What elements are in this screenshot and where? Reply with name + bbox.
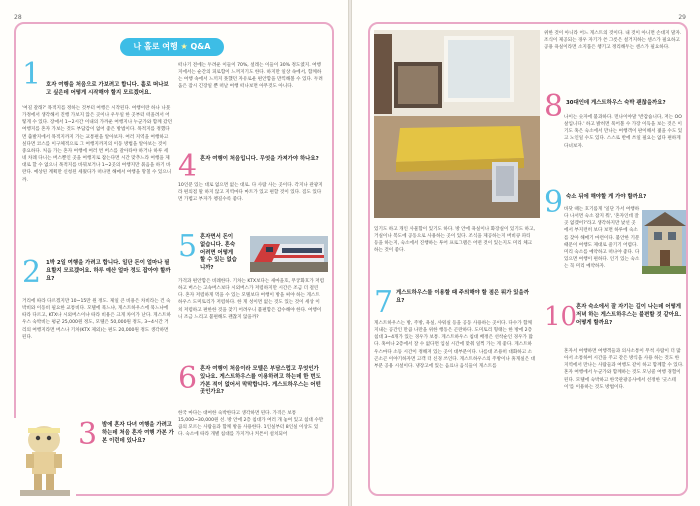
question-number: 4 — [178, 149, 198, 184]
question-text: 혼자 여행이 처음입니다. 무엇을 가져가야 하나요? — [200, 156, 319, 162]
question-text: 게스트하우스를 이용할 때 주의해야 할 점은 뭐가 있을까요? — [396, 290, 529, 304]
answer-text-2 — [22, 298, 172, 341]
answer-text-3 — [178, 62, 324, 91]
answer-paragraph: 떠나기 전에는 두려운 이들이 70%, 설레는 이들이 30% 정도였지. 여행지에서는 순간의 피로함이 느껴지기도 한다. 하지만 일상 속에서, 함께하는 여행 속에서 느끼지 못했던 자유로운 편안함을 만끽해볼 수 있다. 두려움은 잠시 긴장일 뿐 떠날 여행 떠나보면 아무것도 아니다. — [178, 63, 323, 90]
question-text: 호자 여행을 처음으로 가보려고 합니다. 홀로 떠나보고 싶은데 어떻게 시작해야 할지 모르겠어요. — [46, 82, 169, 96]
question-number: 7 — [374, 285, 394, 320]
question-text: 혼자 숙소에서 잘 자기는 길이 나는데 어떻게 저녁 하는 게스트하우스는 불편할 것 같아요. 어떻게 할까요? — [576, 304, 682, 326]
answer-paragraph: 바닷 때는 호기롭게 '일단 가서 여행하다 나서면 숙소 잡지 뭐', '혼자인데 잘 곳 없겠어?'라고 생각하지만 낯선 곳에서 부지런히 보다 보면 하루에 숙소를 찾아 해매기 마련이다. 불안한 기분 때문이 여행도 제대로 즐기기 어렵다. 미리 숙소를 예약하고 떠나야 좋다. 다 있으면 여행이 편하다. 인기 있는 숙소는 꼭 미리 예약하자. — [564, 207, 640, 270]
qa-item-6 — [178, 361, 324, 410]
question-number: 3 — [78, 417, 98, 452]
answer-paragraph: 혼자서 여행하면 여행객들과 의사소통이 무척 사람이 더 많아서 소통하여 시간을 주고 같은 방식을 사용 하는 것도 한 지역에서 만나는 사람들과 여행도 같이 하고 함께할 수 있다. 혼자 여행에서 누군가와 함께하는 것도 모닝콜 여행 경험이 된다. 모텔에 숙박하고 한국관광공사에서 선정한 '굿스테이'를 이용하는 것도 방법이다. — [564, 349, 684, 390]
answer-text-9 — [564, 206, 640, 270]
question-number: 8 — [544, 89, 564, 124]
answer-paragraph: 가격과 편안함은 비례한다. 기차는 KTX보다는 새마을호, 무궁화호가 저렴하고 버스는 고속버스보다 시외버스가 저렴하지만 시간은 조금 더 걸린다. 혼자 저렴하게 먹을 수 있는 모텔보다 여행이 방을 써야 하는 게스트하우스 도미토리가 저렴하다. 한 게 성이면 없는 것도 있는 것이 세상 이치 저렴하고 편한한 것을 찾기 어려우니 불편함은 감수해야 한다. 여행이니 조금 느리고 불편해도 괜찮지 않을까? — [178, 279, 325, 320]
answer-paragraph: 게스트하우스는 방, 주방, 욕실, 샤워실 등을 공동 사용하는 곳이다. 다수가 함께 지내는 공간인 만큼 나만을 위한 행동은 곤란하다. 도미토리 형태는 한 방에 2층 침대 3~4개가 있는 경우가 보통. 게스트하우스 침대 배정은 선착순인 경우가 많다. 혹여나 2층에서 잘 수 없다면 입실 시간에 맞춰 일찍 가는 게 좋다. 게스트하우스마다 소등 시간이 정해져 있는 곳이 대부분이다. 나름대 조용히 대화하고 소곤소곤 이야기하자면 고객 더 신경 쓰인다. 게스트하우스의 주방이나 휴게실은 대부분 공용 시설이다. 냉장고에 있는 음료나 음식들이 게스트를 — [374, 321, 536, 369]
answer-text-6b — [374, 226, 536, 255]
answer-paragraph: 위한 것이 아니라 어느 게스트의 것이다. 내 것이 아니면 손대지 말자. 조식이 제공되는 경우 자기가 쓴 그릇은 설거지하는 센스가 필요하고 공용 욕실이라면 소지품은 챙기고 정리해두는 센스가 필요하다. — [544, 31, 682, 51]
answer-paragraph: 10인분 있는 대로 없으면 없는 대로. 다 사람 사는 곳이다. 각지나 관광지라 편의점 말 하지 않고 지역마다 마트가 있고 편할 것이 있다. 짐도 있다면 가볍고 부자가 챙길수록 좋다. — [178, 183, 323, 203]
question-text: 30대인데 게스트하우스 숙박 괜찮을까요? — [566, 100, 666, 106]
answer-text-7 — [374, 320, 536, 370]
question-text: 1박 2일 여행을 가려고 합니다. 일단 돈이 얼마나 필요할지 모르겠어요. 하루 예산 얼마 정도 잡아야 할까요? — [46, 260, 171, 282]
answer-paragraph: 거리에 따라 다르겠지만 10~15만 원 정도. 제일 큰 비용은 차비라는 건 숙박비와 이동비 필요한 교통비다. 모텔에 묵느냐, 게스트하우스에 묵느냐에 따라 다르고, KTX나 시외버스이냐 따라 비용은 크게 차이가 난다. 게스트하우스 숙박비는 평균 25,000원 정도, 모텔은 50,000원 정도, 3~4시간 거리의 여행지라면 버스나 기차(KTX 제외)는 편도 20,000원 정도 생각하면 된다. — [22, 299, 171, 340]
qa-item-10 — [544, 302, 684, 348]
question-number: 2 — [22, 255, 42, 290]
answer-paragraph: '여길 갈래?' 목적지를 정하는 것부터 여행은 시작된다. 여행이란 하나 나뭇 가정에서 생각해서 진행 가보지 않은 곳이나 우두일 한 곳부터 떠올려서 어떻게 수 있다. 장애서 1~2시간 이내의 가까운 여행지나 누군가와 함께 갔던 여행지를 혼자 가보는 것도 부담감이 없어 좋은 방법이다. 목적지를 정했다면 출발지에서 목적지까지 가는 교통편을 알아보자. 여러 지역을 여행하고 싶다면 코스를 이구체적으로 그 여행지까지의 이동 방법을 알아보는 것이 중요하다. 처음 가는 혼자 여행에 여러 번 버스를 갈아타야 하거나 하루 세네 차례 다니는 버스뿐인 곳을 여행지로 잡는다면 시간 맞추느라 여행을 제대로 할 수 없으니 목적지를 바꿔보거나 1~2곳의 여행지만 묶음을 하기 바란다. 예상된 계획만 신청된 세웠다가 떠나면 해매서 여행을 망칠 수 있으니까. — [22, 106, 173, 183]
left-page — [0, 0, 348, 506]
guesthouse-room-image — [374, 30, 540, 218]
title-prefix: 나 홀로 여행 — [133, 42, 178, 51]
toy-figure-image — [14, 418, 76, 498]
question-text: 혼자면서 돈이 없습니다. 혼숙 어려면 어떻게 할 수 있는 없습니까? — [200, 234, 237, 272]
question-number: 5 — [178, 229, 198, 264]
title-suffix: Q&A — [190, 42, 211, 51]
page-number-right: 29 — [678, 14, 686, 21]
question-number: 9 — [544, 185, 564, 220]
answer-text-1 — [22, 105, 172, 184]
answer-text-6 — [178, 410, 324, 439]
answer-text-7b — [544, 30, 684, 51]
train-photo — [250, 236, 328, 272]
right-page — [352, 0, 700, 506]
title-star-icon: ★ — [180, 42, 188, 51]
qa-item-4 — [178, 149, 324, 184]
answer-text-8 — [564, 114, 684, 150]
answer-paragraph: 한국 마다는 대여한 숙박한다고 생각하면 된다. 가격은 보통 15,000~30,000원 선. 방 안에 2층 침대가 여러 개 놓여 있고 침대 수만큼의 모르는 사람들과 함께 방을 사용한다. 1인실부터 8인실 이상도 있다. 숙소에 따라 개별 침대를 가지거나 커튼이 설치되어 — [178, 411, 324, 438]
section-title — [120, 38, 224, 56]
page-number-left: 28 — [14, 14, 22, 21]
train-image — [250, 236, 328, 272]
qa-item-7 — [374, 285, 536, 320]
question-text: 혼자 여행이 처음이라 모텔은 부담스럽고 무엇인가 있나요. 게스트하우스를 이용하려고 하는데 한 번도 가본 적이 없어서 막막합니다. 게스트하우스는 어떤 곳인가요? — [200, 366, 321, 396]
question-number: 10 — [544, 302, 578, 332]
question-text: 밤에 혼자 다녀 여행을 가려고 하는데 처음 혼자 여행 가본 가본 이런데 있나요? — [102, 422, 174, 444]
guesthouse-building-image — [642, 210, 686, 274]
qa-item-3 — [78, 417, 174, 480]
answer-text-10 — [564, 348, 684, 391]
qa-item-2 — [22, 255, 172, 298]
answer-paragraph: 나이는 숫자에 불과하다. 먼나이야말 '반갑습니다, 저는 OO살입니다.' 하고 밝히면 묵어볼 수 가장 이득을 보는 것은 이기도 혹은 숙소에서 만나는 여행객이 판이해서 젊을 수도 있고 노인일 수도 있다. 스스로 반에 쓰일 필요는 없다 편하게 다녀보자. — [564, 115, 683, 149]
question-text: 숙소 뒤에 해야할 게 가야 할까요? — [566, 194, 647, 200]
guesthouse-building-photo — [642, 210, 686, 274]
answer-text-4 — [178, 182, 324, 203]
question-number: 1 — [22, 57, 42, 92]
qa-item-8 — [544, 89, 684, 124]
toy-figure-photo — [14, 418, 76, 498]
answer-paragraph: 있기도 하고 개인 사물함이 있기도 하다. 방 안에 욕실이나 화장실이 있기도 하고, 거실이나 복도에 공동으로 사용하는 곳이 있다. 조식을 제공하는지 버비큐 파티 등을 하는지, 숙소에서 진행하는 투어 프로그램은 어떤 것이 있는지도 미리 체크하는 것이 좋다. — [374, 227, 535, 254]
question-number: 6 — [178, 361, 198, 396]
answer-text-5 — [178, 278, 324, 321]
guesthouse-room-photo — [374, 30, 540, 218]
